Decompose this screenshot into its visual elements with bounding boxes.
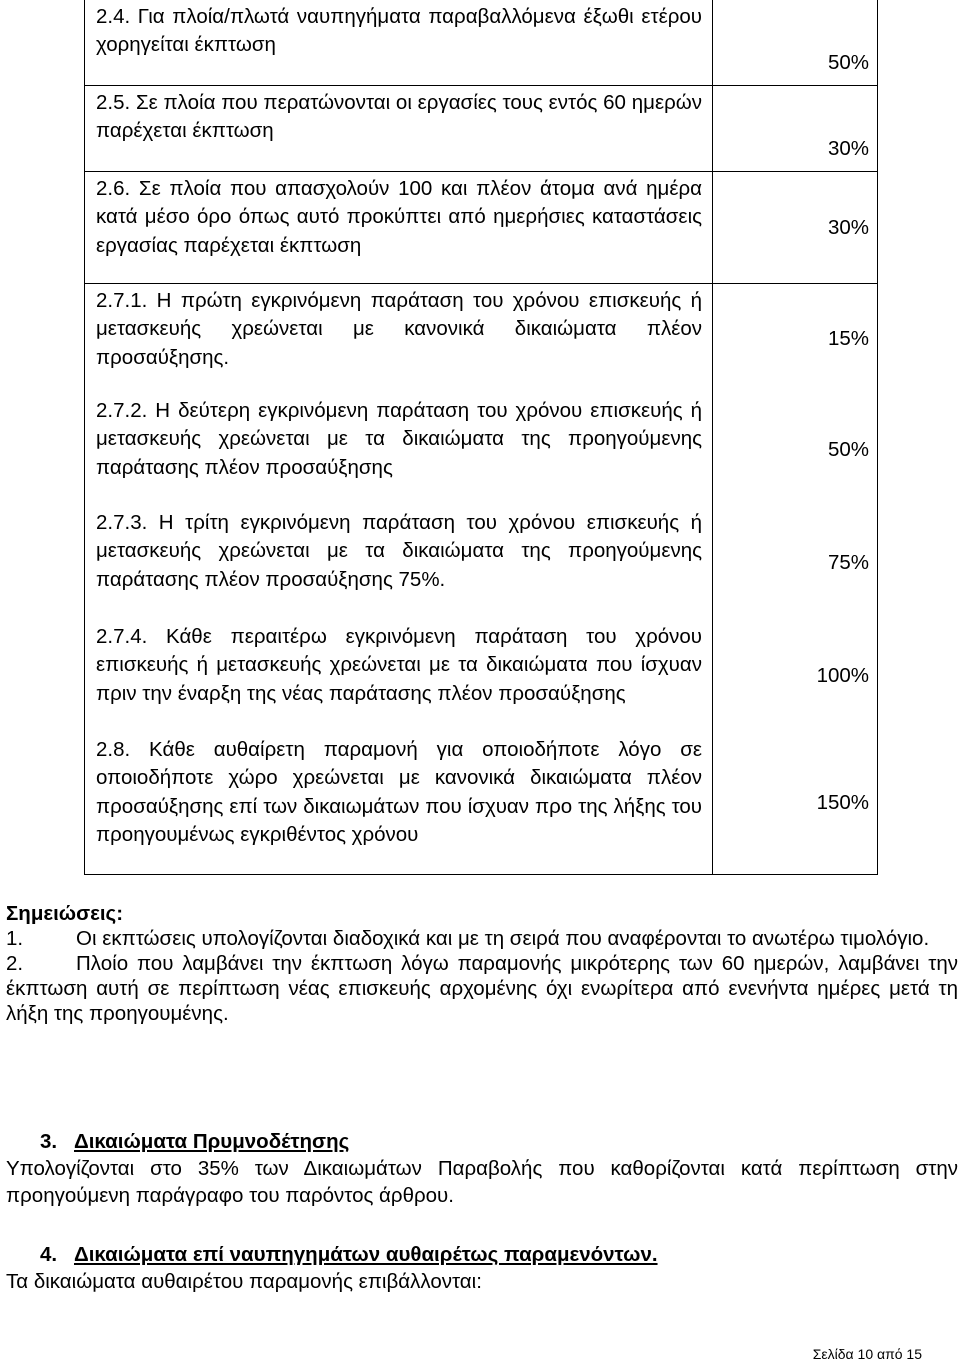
note-text: Πλοίο που λαμβάνει την έκπτωση λόγω παραμονής μικρότερης των 60 ημερών, λαμβάνει την έκπτωση αυτή σε περίπτωση νέας επισκευής αρχομένης όχι ενωρίτερα από ενενήντα ημέρες μετά τη λήξη της προηγουμένης. (6, 952, 958, 1025)
table-row (85, 506, 877, 620)
row-percentage (713, 284, 877, 394)
row-value: 50% (827, 438, 869, 461)
row-percentage (713, 86, 877, 172)
row-description: 2.5. Σε πλοία που περατώνονται οι εργασίες τους εντός 60 ημερών παρέχεται έκπτωση (85, 86, 713, 172)
table-row (85, 0, 877, 86)
row-percentage (713, 732, 877, 874)
row-value: 50% (827, 51, 869, 74)
table-row (85, 86, 877, 172)
note-number: 2. (6, 952, 24, 975)
row-description: 2.7.1. Η πρώτη εγκρινόμενη παράταση του χρόνου επισκευής ή μετασκευής χρεώνεται με κανονικά δικαιώματα πλέον προσαύξησης. (85, 284, 713, 394)
table-row (85, 394, 877, 506)
section-3 (6, 1128, 958, 1209)
row-value: 150% (816, 791, 869, 814)
row-value: 30% (827, 215, 869, 239)
row-value: 75% (827, 551, 869, 574)
row-percentage (713, 394, 877, 506)
fees-table (84, 0, 878, 875)
note-text: Οι εκπτώσεις υπολογίζονται διαδοχικά και με τη σειρά που αναφέρονται το ανωτέρω τιμολόγιο. (76, 927, 930, 950)
notes-section (6, 901, 958, 1026)
row-percentage (713, 172, 877, 284)
row-percentage (713, 0, 877, 86)
section-number: 3. (40, 1130, 58, 1153)
row-value: 100% (816, 664, 869, 687)
table-row (85, 620, 877, 732)
row-value: 15% (827, 327, 869, 350)
table-row (85, 732, 877, 874)
row-description: 2.4. Για πλοία/πλωτά ναυπηγήματα παραβαλλόμενα έξωθι ετέρου χορηγείται έκπτωση (85, 0, 713, 86)
section-number: 4. (40, 1243, 58, 1266)
note-item (6, 926, 958, 951)
section-text: Υπολογίζονται στο 35% των Δικαιωμάτων Παραβολής που καθορίζονται κατά περίπτωση στην προηγούμενη παράγραφο του παρόντος άρθρου. (6, 1157, 958, 1207)
row-description: 2.7.4. Κάθε περαιτέρω εγκρινόμενη παράταση του χρόνου επισκευής ή μετασκευής χρεώνεται με τα δικαιώματα που ίσχυαν πριν την έναρξη της νέας παράτασης πλέον προσαύξησης (85, 620, 713, 732)
note-item (6, 951, 958, 1026)
table-row (85, 172, 877, 284)
row-description: 2.7.2. Η δεύτερη εγκρινόμενη παράταση του χρόνου επισκευής ή μετασκευής χρεώνεται με τα δικαιώματα της προηγούμενης παράτασης πλέον προσαύξησης (85, 394, 713, 506)
section-heading: Δικαιώματα Πρυμνοδέτησης (74, 1130, 350, 1153)
table-row (85, 284, 877, 394)
section-title (6, 1128, 958, 1155)
row-description: 2.7.3. Η τρίτη εγκρινόμενη παράταση του χρόνου επισκευής ή μετασκευής χρεώνεται με τα δικαιώματα της προηγούμενης παράτασης πλέον προσαύξησης 75%. (85, 506, 713, 620)
page-number: Σελίδα 10 από 15 (812, 1346, 922, 1362)
row-percentage (713, 506, 877, 620)
section-text: Τα δικαιώματα αυθαιρέτου παραμονής επιβάλλονται: (6, 1270, 482, 1293)
section-4 (6, 1241, 958, 1295)
notes-heading: Σημειώσεις: (6, 902, 124, 925)
row-description: 2.8. Κάθε αυθαίρετη παραμονή για οποιοδήποτε λόγο σε οποιοδήποτε χώρο χρεώνεται με κανονικά δικαιώματα πλέον προσαύξησης επί των δικαιωμάτων που ίσχυαν προ της λήξης του προηγουμένως εγκριθέντος χρόνου (85, 732, 713, 874)
row-percentage (713, 620, 877, 732)
note-number: 1. (6, 927, 24, 950)
row-value: 30% (827, 137, 869, 160)
row-description: 2.6. Σε πλοία που απασχολούν 100 και πλέον άτομα ανά ημέρα κατά μέσο όρο όπως αυτό προκύπτει από ημερήσιες καταστάσεις εργασίας παρέχεται έκπτωση (85, 172, 713, 284)
section-heading: Δικαιώματα επί ναυπηγημάτων αυθαιρέτως παραμενόντων. (74, 1243, 658, 1266)
section-title (6, 1241, 958, 1268)
